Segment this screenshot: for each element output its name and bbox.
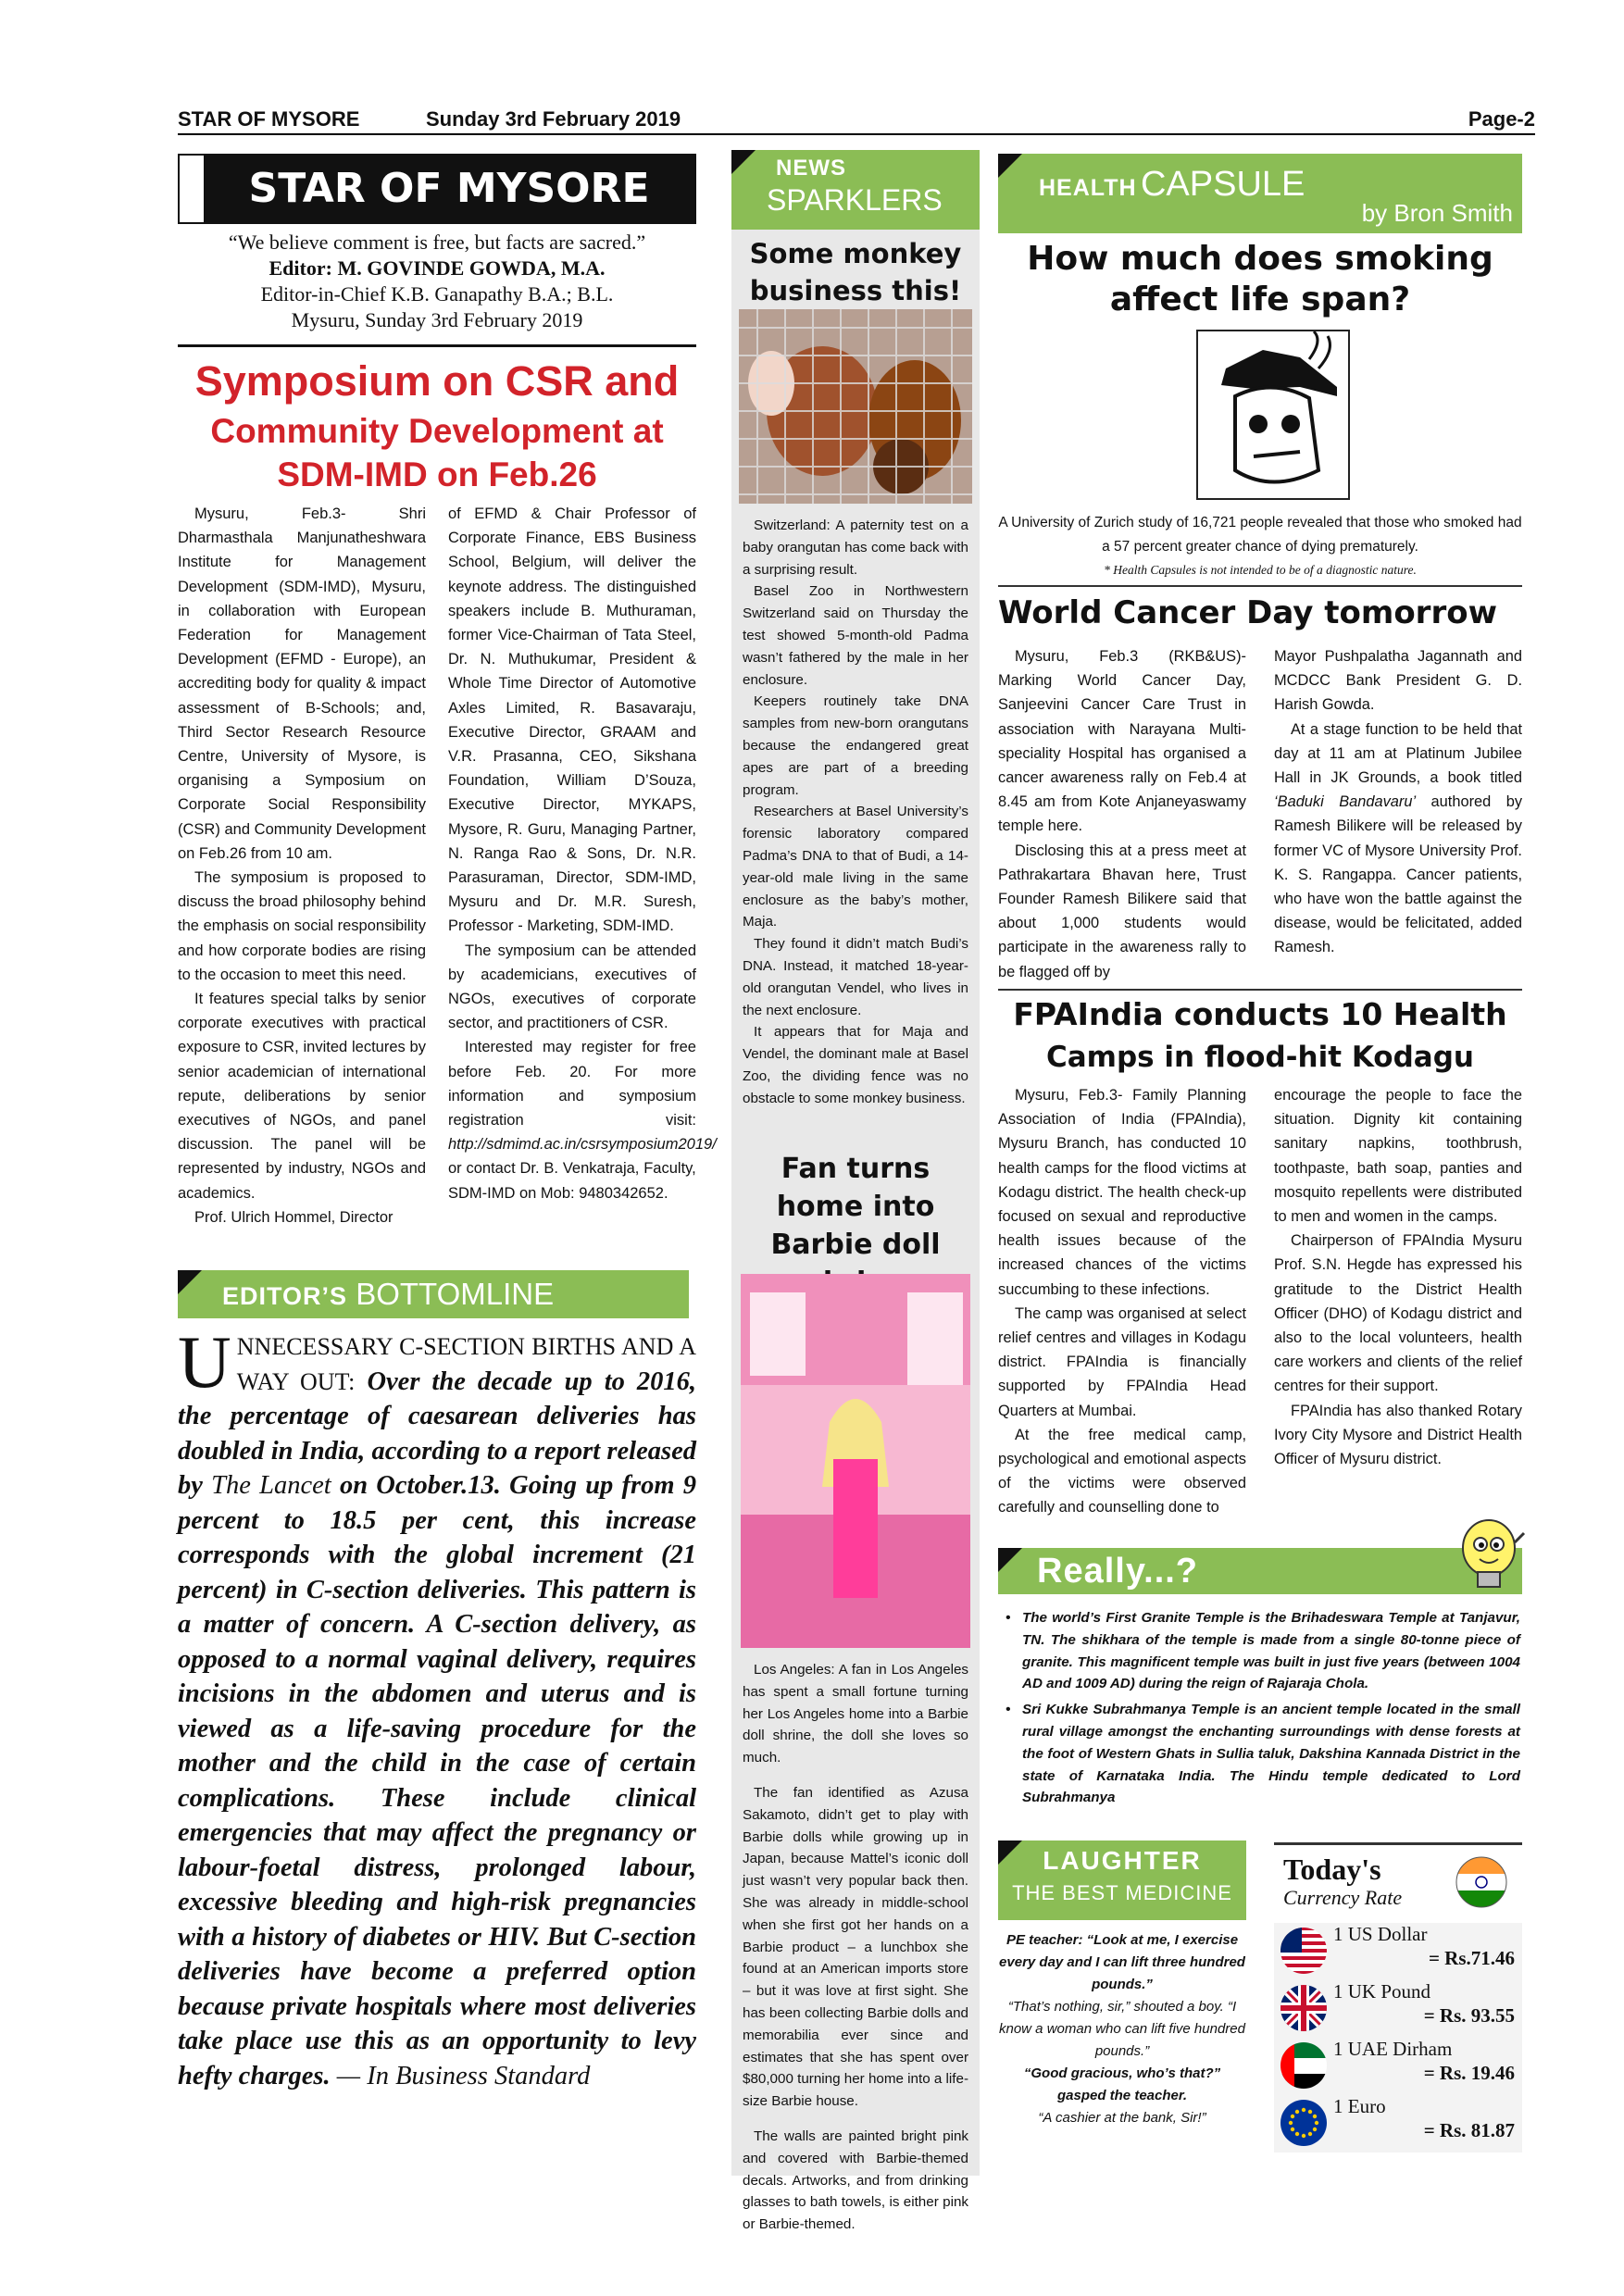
- currency-row: [1274, 2038, 1522, 2093]
- currency-value: = Rs. 19.46: [1423, 2062, 1515, 2084]
- fpa-paragraph: Mysuru, Feb.3- Family Planning Association of India (FPAIndia), Mysuru Branch, has conducted 10 health camps for the flood victims at Kodagu district. The health check-up focused on sexual and reproductive health issues because of the increased chances of the victims succumbing to these infections.: [998, 1087, 1246, 1298]
- symposium-paragraph: Mysuru, Feb.3- Shri Dharmasthala Manjunatheshwara Institute for Management Development (SDM-IMD), Mysuru, in collaboration with European Federation for Management Development (EFMD - Europe), an accrediting body for quality & impact assessment of B-Schools; and, Third Sector Research Resource Centre, University of Mysore, is organising a Symposium on Corporate Social Responsibility (CSR) and Community Development on Feb.26 from 10 am.: [178, 505, 426, 862]
- really-item: [1006, 1607, 1520, 1695]
- skull-smoker-icon: [1198, 331, 1348, 498]
- currency-row: [1274, 1980, 1522, 2036]
- symposium-paragraph: of EFMD & Chair Professor of Corporate Finance, EBS Business School, Belgium, will deliver the keynote address. The distinguished speakers include B. Muthuraman, former Vice-Chairman of Tata Steel, Dr. N. Muthukumar, President & Whole Time Director of Automotive Axles Limited, R. Basavaraju, Executive Director, GRAAM and V.R. Prasanna, CEO, Sikshana Foundation, William D’Souza, Executive Director, MYKAPS, Mysore, R. Guru, Managing Partner, N. Ranga Rao & Sons, Dr. N.R. Parasuraman, Director, SDM-IMD, Mysuru and Dr. M.R. Suresh, Professor - Marketing, SDM-IMD.: [448, 505, 696, 935]
- fpa-title-line2: Camps in flood-hit Kodagu: [1046, 1041, 1474, 1074]
- uk-flag-icon: [1280, 1984, 1328, 2032]
- monkey-story-title: Some monkey business this!: [749, 238, 962, 306]
- laughter-banner-top: LAUGHTER: [1043, 1846, 1202, 1875]
- cancer-day-paragraph: [1274, 718, 1522, 960]
- news-sparklers-banner: [731, 150, 980, 230]
- bullet-icon: •: [1006, 1610, 1011, 1626]
- currency-name: 1 Euro: [1333, 2095, 1386, 2117]
- joke-line-1: PE teacher: “Look at me, I exercise every day and I can lift three hundred pounds.”: [999, 1932, 1245, 1992]
- page-header: [178, 107, 1535, 135]
- barbie-shrine-image: [741, 1274, 970, 1648]
- symposium-paragraph: Prof. Ulrich Hommel, Director: [194, 1208, 394, 1226]
- cancer-day-paragraph: Disclosing this at a press meet at Pathrakartara Bhavan here, Trust Founder Ramesh Bilikere said that about 1,000 students would participate in the awareness rally to be flagged off by: [998, 842, 1246, 980]
- joke-line-3: “Good gracious, who’s that?” gasped the teacher.: [1023, 2065, 1221, 2103]
- laughter-joke: [998, 1929, 1246, 2129]
- smoking-illustration: [1196, 330, 1350, 500]
- currency-title: Today's: [1283, 1853, 1381, 1886]
- fpa-paragraph: Chairperson of FPAIndia Mysuru Prof. S.N. Hegde has expressed his gratitude to the District Health Officer (DHO) of Kodagu district and also to the local volunteers, health care workers and clients of the relief centres for their support.: [1274, 1232, 1522, 1395]
- masthead-logo: STAR OF MYSORE: [204, 156, 694, 222]
- symposium-register-text: Interested may register for free before Feb. 20. For more information and symposium registration visit:: [448, 1039, 696, 1129]
- currency-rates: [1274, 1923, 1522, 2152]
- monkey-story-paragraph: Researchers at Basel University’s forensic laboratory compared Padma’s DNA to that of Budi, a 14-year-old male living in the same enclosure as the baby’s mother, Maja.: [743, 804, 968, 930]
- health-capsule-bold: HEALTH: [1039, 175, 1137, 201]
- currency-value: = Rs.71.46: [1428, 1947, 1515, 1969]
- currency-row: [1274, 1923, 1522, 1978]
- monkey-story-paragraph: Basel Zoo in Northwestern Switzerland said on Thursday the test showed 5-month-old Padma wasn’t fathered by the male in her enclosure.: [743, 583, 968, 688]
- editors-bottomline-bold: EDITOR’S: [222, 1282, 348, 1310]
- divider: [998, 989, 1522, 991]
- really-banner: [998, 1548, 1522, 1594]
- cancer-day-paragraph: Mayor Pushpalatha Jagannath and MCDCC Bank President G. D. Harish Gowda.: [1274, 648, 1522, 714]
- divider: [998, 585, 1522, 587]
- editors-bottomline-light: BOTTOMLINE: [356, 1277, 555, 1311]
- symposium-paragraph: It features special talks by senior corporate executives with practical exposure to CSR, invited lectures by senior academician of international repute, deliberations by senior executives of NGOs, and panel discussion. The panel will be represented by industry, NGOs and academics.: [178, 991, 426, 1202]
- masthead-motto: “We believe comment is free, but facts are sacred.”: [228, 231, 646, 254]
- currency-subtitle: Currency Rate: [1283, 1886, 1403, 1909]
- health-capsule-light: CAPSULE: [1140, 165, 1305, 204]
- editors-bottomline-text-1: Over the decade up to 2016, the percentage of caesarean deliveries has doubled in India, according to a report released by: [178, 1366, 697, 1500]
- header-paper-name: STAR OF MYSORE: [178, 107, 360, 131]
- masthead-info: [178, 230, 696, 333]
- editors-bottomline-banner: [178, 1270, 689, 1318]
- fpa-paragraph: encourage the people to face the situation. Dignity kit containing sanitary napkins, toothbrush, toothpaste, bath soap, panties and mosquito repellents were distributed to men and women in the camps.: [1274, 1087, 1522, 1226]
- cancer-day-paragraph: Mysuru, Feb.3 (RKB&US)- Marking World Cancer Day, Sanjeevini Cancer Care Trust in association with Narayana Multi-speciality Hospital has organised a cancer awareness rally on Feb.4 at 8.45 am from Kote Anjaneyaswamy temple here.: [998, 648, 1246, 835]
- currency-value: = Rs. 81.87: [1423, 2119, 1515, 2141]
- uae-flag-icon: [1280, 2041, 1328, 2090]
- joke-line-4: “A cashier at the bank, Sir!”: [1038, 2110, 1206, 2126]
- header-date: Sunday 3rd February 2019: [426, 107, 681, 131]
- bullet-icon: •: [1006, 1702, 1011, 1718]
- fpa-paragraph: At the free medical camp, psychological and emotional aspects of the victims were observed carefully and counselling done to: [998, 1426, 1246, 1516]
- laughter-banner: [998, 1841, 1246, 1920]
- barbie-story-paragraph: Los Angeles: A fan in Los Angeles has spent a small fortune turning her Los Angeles home into a Barbie doll shrine, the doll she loves so much.: [743, 1662, 968, 1766]
- orangutan-photo: [739, 309, 972, 504]
- health-capsule-banner: [998, 154, 1522, 233]
- fpa-paragraph: The camp was organised at select relief centres and villages in Kodagu district. FPAIndia is financially supported by FPAIndia Head Quarters at Mumbai.: [998, 1304, 1246, 1419]
- editors-bottomline-credit: — In Business Standard: [336, 2061, 591, 2090]
- masthead-dateline: Mysuru, Sunday 3rd February 2019: [291, 308, 583, 331]
- editors-bottomline-source: The Lancet: [211, 1471, 331, 1500]
- masthead-editor: Editor: M. GOVINDE GOWDA, M.A.: [269, 256, 606, 280]
- health-capsule-caption: A University of Zurich study of 16,721 people revealed that those who smoked had a 57 percent greater chance of dying prematurely.: [998, 515, 1522, 555]
- masthead-rule: [178, 344, 696, 347]
- news-sparklers-banner-bottom: SPARKLERS: [767, 183, 943, 217]
- health-capsule-byline: by Bron Smith: [1361, 199, 1513, 227]
- editors-bottomline-lead: NNECESSARY C-SECTION BIRTHS AND A WAY OUT:: [236, 1333, 696, 1395]
- eu-flag-icon: [1280, 2099, 1328, 2147]
- health-capsule-title: How much does smoking affect life span?: [1027, 240, 1493, 318]
- cancer-day-book-title: ‘Baduki Bandavaru’: [1274, 793, 1417, 811]
- cancer-day-column-2: [1274, 644, 1522, 960]
- barbie-story-title: Fan turns home into Barbie doll: [770, 1153, 941, 1261]
- barbie-story-paragraph: The walls are painted bright pink and covered with Barbie-themed decals. Artworks, and from drinking glasses to bath towels, is either pink or Barbie-themed.: [743, 2128, 968, 2233]
- monkey-story-paragraph: Switzerland: A paternity test on a baby orangutan has come back with a surprising result.: [743, 518, 968, 578]
- masthead-box: [178, 154, 696, 224]
- barbie-story-body: [743, 1659, 968, 2236]
- lightbulb-icon: [1452, 1515, 1526, 1598]
- cancer-day-column-1: [998, 644, 1246, 984]
- currency-header: [1283, 1853, 1513, 1917]
- editors-bottomline-text-2: on October.13. Going up from 9 percent to 18.5 per cent, this increase corresponds with the global increment (21 percent) in C-section deliveries. This pattern is a matter of concern. A C-section delivery, as opposed to a normal vaginal delivery, requires incisions in the abdomen and uterus and is viewed as a life-saving procedure for the mother and the child in the case of certain complications. These include clinical emergencies that may affect the pregnancy or labour-foetal distress, prolonged labour, excessive bleeding and high-risk pregnancies with a history of diabetes or HIV. But C-section deliveries have become a preferred option because private hospitals where most deliveries take place use this as an opportunity to levy hefty charges.: [178, 1471, 697, 2090]
- fpa-column-1: [998, 1083, 1246, 1520]
- fpa-paragraph: FPAIndia has also thanked Rotary Ivory City Mysore and District Health Officer of Mysuru district.: [1274, 1402, 1522, 1468]
- symposium-link[interactable]: http://sdmimd.ac.in/csrsymposium2019/: [448, 1136, 717, 1154]
- monkey-story-body: [743, 515, 968, 1110]
- masthead-editor-in-chief: Editor-in-Chief K.B. Ganapathy B.A.; B.L.: [260, 282, 614, 306]
- header-page-number: Page-2: [1468, 107, 1535, 131]
- cancer-day-function-text: At a stage function to be held that day at 11 am at Platinum Jubilee Hall in JK Grounds, a book titled: [1274, 720, 1522, 787]
- symposium-column-2: [448, 502, 717, 1205]
- cancer-day-release-text: authored by Ramesh Bilikere will be released by former VC of Mysore University Prof. K. S. Rangappa. Cancer patients, who have won the battle against the disease, would be felicitated, added Ramesh.: [1274, 793, 1523, 956]
- monkey-story-paragraph: They found it didn’t match Budi’s DNA. Instead, it matched 18-year-old orangutan Vendel, who lives in the next enclosure.: [743, 936, 968, 1018]
- symposium-title-line1: Symposium on CSR and: [194, 357, 680, 405]
- really-item-text: Sri Kukke Subrahmanya Temple is an ancient temple located in the small rural village amongst the enchanting surroundings with dense forests at the foot of Western Ghats in Sullia taluk, Dakshina Kannada District in the state of Karnataka India. The Hindu temple dedicated to Lord Subrahmanya: [1022, 1702, 1520, 1806]
- symposium-column-1: [178, 502, 426, 1229]
- editors-bottomline-body: [178, 1322, 697, 2093]
- news-sparklers-column: [731, 150, 980, 2233]
- editors-bottomline-dropcap: U: [178, 1322, 231, 1404]
- symposium-paragraph: The symposium can be attended by academicians, executives of NGOs, executives of corporate sector, and practitioners of CSR.: [448, 942, 696, 1032]
- orangutan-image: [739, 309, 972, 504]
- really-banner-text: Really...?: [1037, 1552, 1199, 1591]
- currency-name: 1 UK Pound: [1333, 1980, 1431, 2003]
- really-item-text: The world’s First Granite Temple is the Brihadeswara Temple at Tanjavur, TN. The shikhara of the temple is made from a single 80-tonne piece of granite. This magnificent temple was built in just five years (between 1004 AD and 1009 AD) during the reign of Rajaraja Chola.: [1022, 1610, 1520, 1692]
- symposium-title-line2: Community Development at: [210, 412, 664, 450]
- bulb-mascot: [1452, 1515, 1526, 1598]
- symposium-paragraph: The symposium is proposed to discuss the broad philosophy behind the emphasis on social responsibility and how corporate bodies are rising to the occasion to meet this need.: [178, 869, 426, 983]
- joke-line-2: “That’s nothing, sir,” shouted a boy. “I know a woman who can lift five hundred pounds.”: [999, 1999, 1245, 2059]
- currency-name: 1 UAE Dirham: [1333, 2038, 1453, 2060]
- symposium-title-line3: SDM-IMD on Feb.26: [277, 455, 597, 493]
- symposium-contact-text: or contact Dr. B. Venkatraja, Faculty, SDM-IMD on Mob: 9480342652.: [448, 1160, 696, 1202]
- symposium-paragraph: [448, 1035, 717, 1204]
- fpa-column-2: [1274, 1083, 1522, 1471]
- health-capsule-disclaimer: * Health Capsules is not intended to be of a diagnostic nature.: [1104, 563, 1417, 577]
- barbie-story-paragraph: The fan identified as Azusa Sakamoto, didn’t get to play with Barbie dolls while growing up in Japan, because Mattel’s iconic doll just wasn’t very popular back then. She was already in middle-school when she first got her hands on a Barbie product – a lunchbox she found at an American imports store – but it was love at first sight. She has been collecting Barbie dolls and memorabilia ever since and estimates that she has spent over $80,000 turning her home into a life-size Barbie house.: [743, 1784, 969, 2110]
- barbie-photo: [741, 1274, 970, 1648]
- currency-box: [1274, 1842, 1522, 2155]
- laughter-banner-bottom: THE BEST MEDICINE: [1012, 1881, 1232, 1904]
- cancer-day-title: World Cancer Day tomorrow: [998, 594, 1497, 631]
- us-flag-icon: [1280, 1927, 1328, 1975]
- fpa-title-line1: FPAIndia conducts 10 Health: [1013, 996, 1507, 1032]
- really-item: [1006, 1699, 1520, 1809]
- really-list: [1006, 1607, 1520, 1809]
- monkey-story-paragraph: Keepers routinely take DNA samples from new-born orangutans because the endangered great apes are part of a breeding program.: [743, 693, 968, 798]
- currency-name: 1 US Dollar: [1333, 1923, 1428, 1945]
- currency-row: [1274, 2095, 1522, 2151]
- monkey-story-paragraph: It appears that for Maja and Vendel, the dominant male at Basel Zoo, the dividing fence was no obstacle to some monkey business.: [743, 1024, 968, 1106]
- india-flag-icon: [1455, 1856, 1507, 1908]
- news-sparklers-banner-top: NEWS: [776, 156, 846, 181]
- currency-value: = Rs. 93.55: [1423, 2004, 1515, 2027]
